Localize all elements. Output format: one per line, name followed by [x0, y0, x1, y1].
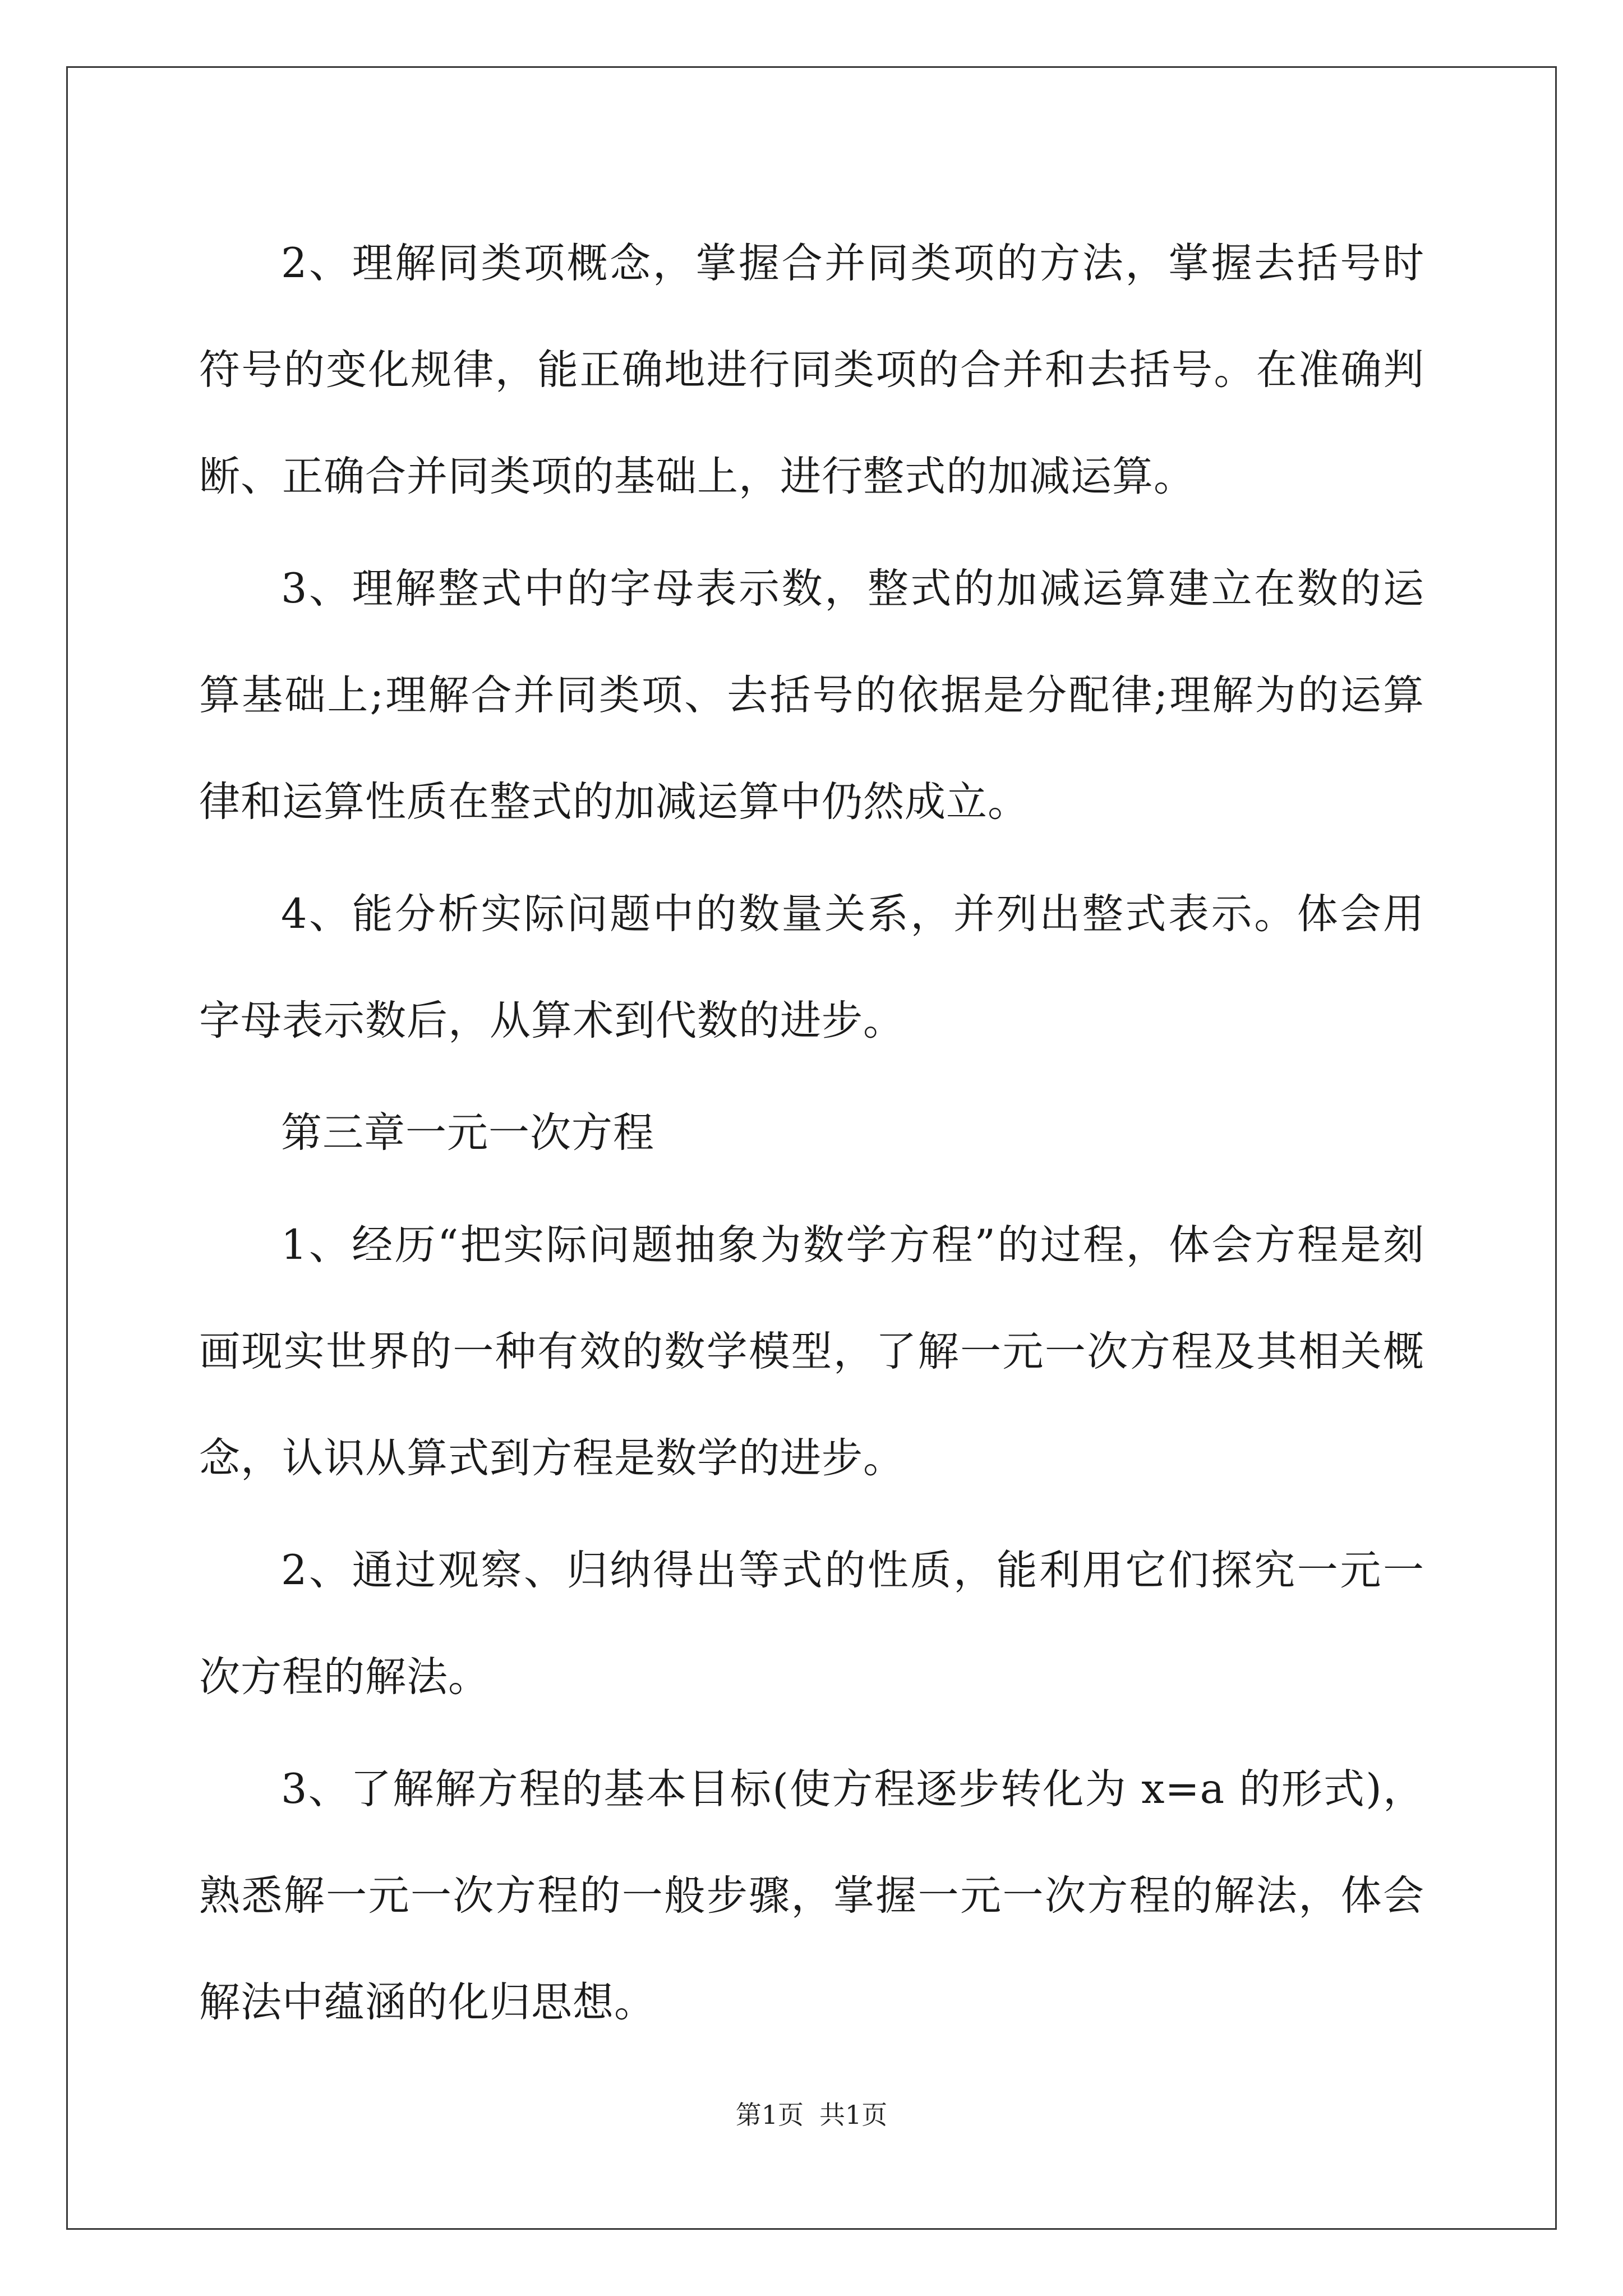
chapter-heading: 第三章一元一次方程: [281, 1109, 654, 1157]
paragraph-item-4: 4、能分析实际问题中的数量关系，并列出整式表示。体会用字母表示数后，从算术到代数的进步。: [199, 890, 1424, 1045]
page-number: 第1页: [735, 2100, 804, 2130]
paragraph-ch3-item-3: 3、了解解方程的基本目标(使方程逐步转化为 x=a 的形式)，熟悉解一元一次方程的一般步骤，掌握一元一次方程的解法，体会解法中蕴涵的化归思想。: [199, 1765, 1424, 2026]
paragraph-item-3: 3、理解整式中的字母表示数，整式的加减运算建立在数的运算基础上;理解合并同类项、去括号的依据是分配律;理解为的运算律和运算性质在整式的加减运算中仍然成立。: [199, 565, 1424, 826]
paragraph-ch3-item-1: 1、经历“把实际问题抽象为数学方程”的过程，体会方程是刻画现实世界的一种有效的数学模型，了解一元一次方程及其相关概念，认识从算式到方程是数学的进步。: [199, 1221, 1424, 1482]
page-total: 共1页: [819, 2100, 888, 2130]
page-footer: [0, 2098, 1623, 2132]
paragraph-item-2: 2、理解同类项概念，掌握合并同类项的方法，掌握去括号时符号的变化规律，能正确地进行同类项的合并和去括号。在准确判断、正确合并同类项的基础上，进行整式的加减运算。: [199, 240, 1424, 500]
paragraph-ch3-item-2: 2、通过观察、归纳得出等式的性质，能利用它们探究一元一次方程的解法。: [199, 1547, 1424, 1701]
document-body: [199, 210, 1424, 2062]
